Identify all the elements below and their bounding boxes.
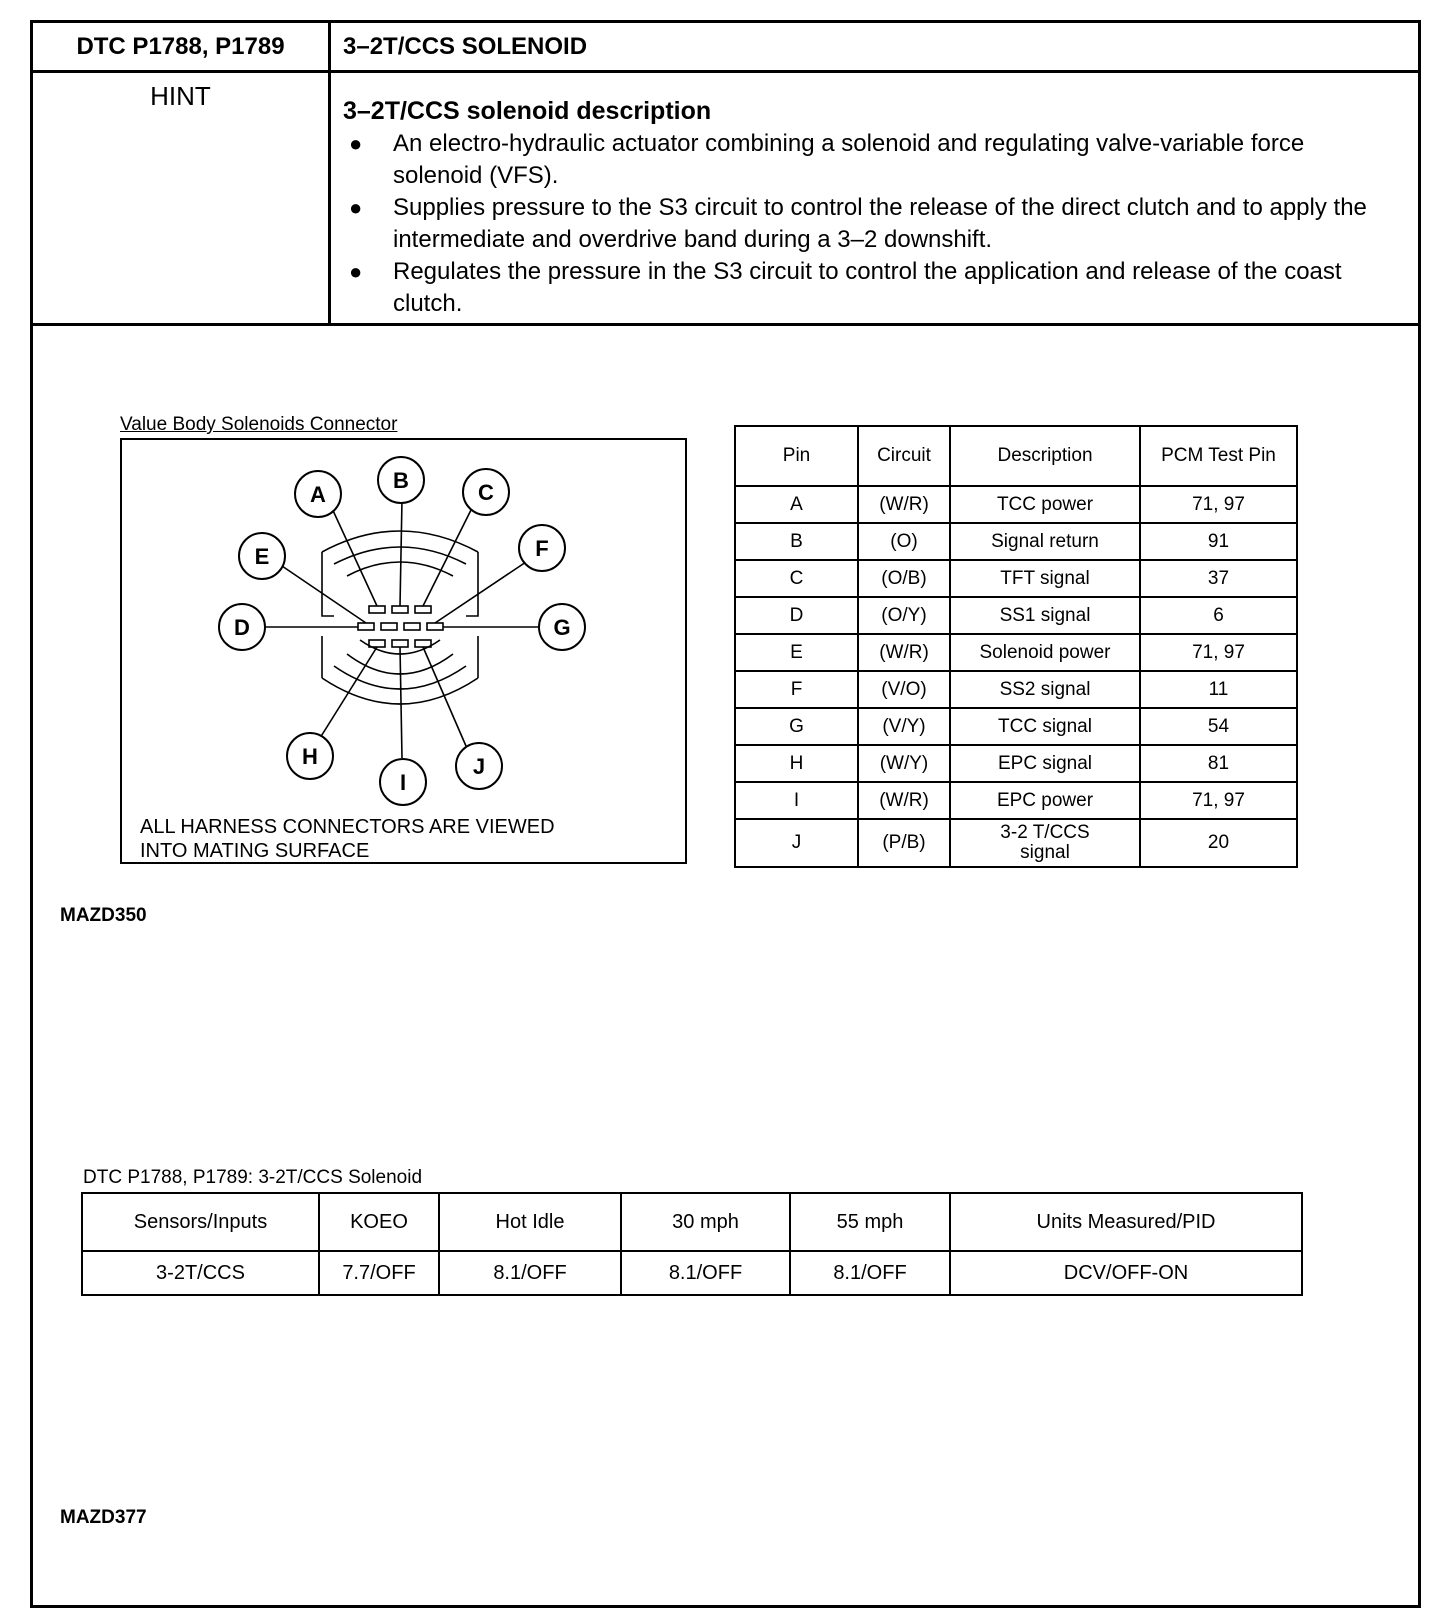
header-row <box>33 23 1418 73</box>
table-row: J (P/B) 3-2 T/CCS signal 20 <box>735 819 1297 867</box>
bullet-item: ● Supplies pressure to the S3 circuit to control the release of the direct clutch and to apply the intermediate and overdrive band during a 3–2 downshift. <box>349 194 1367 253</box>
table-row: E (W/R) Solenoid power 71, 97 <box>735 634 1297 671</box>
pin-label-f: F <box>535 536 549 561</box>
table-row: I (W/R) EPC power 71, 97 <box>735 782 1297 819</box>
pin-label-e: E <box>254 544 270 569</box>
table-row: H (W/Y) EPC signal 81 <box>735 745 1297 782</box>
table-header-row: Sensors/Inputs KOEO Hot Idle 30 mph 55 mph Units Measured/PID <box>82 1193 1302 1251</box>
table-row: G (V/Y) TCC signal 54 <box>735 708 1297 745</box>
hint-row <box>33 73 1418 326</box>
pin-label-b: B <box>393 468 409 493</box>
bullet-icon: ● <box>349 195 363 220</box>
figure-code-1: MAZD350 <box>60 905 147 926</box>
dtc-codes: DTC P1788, P1789 <box>33 23 331 70</box>
page-title: 3–2T/CCS SOLENOID <box>343 33 588 60</box>
table-row: A (W/R) TCC power 71, 97 <box>735 486 1297 523</box>
pin-label-j: J <box>472 754 486 779</box>
bullet-icon: ● <box>349 131 363 156</box>
connector-drawing <box>122 440 687 864</box>
description-bullets <box>343 128 1398 320</box>
pin-label-d: D <box>234 615 250 640</box>
connector-diagram <box>120 438 687 864</box>
bullet-item: ● Regulates the pressure in the S3 circuit to control the application and release of the coast clutch. <box>349 258 1342 317</box>
figure-code-2: MAZD377 <box>60 1507 147 1528</box>
pin-label-i: I <box>399 770 407 795</box>
pin-label-g: G <box>553 615 571 640</box>
bullet-icon: ● <box>349 259 363 284</box>
table-row: F (V/O) SS2 signal 11 <box>735 671 1297 708</box>
dtc-table-caption: DTC P1788, P1789: 3-2T/CCS Solenoid <box>83 1167 423 1188</box>
table-header-row: Pin Circuit Description PCM Test Pin <box>735 426 1297 486</box>
hint-label: HINT <box>33 73 331 323</box>
table-row: 3-2T/CCS 7.7/OFF 8.1/OFF 8.1/OFF 8.1/OFF DCV/OFF-ON <box>82 1251 1302 1295</box>
bullet-item: ● An electro-hydraulic actuator combining a solenoid and regulating valve-variable force solenoid (VFS). <box>349 130 1305 189</box>
pin-label-h: H <box>302 744 318 769</box>
hint-content <box>343 73 1398 320</box>
pin-label-c: C <box>478 480 494 505</box>
pin-table <box>734 425 1298 868</box>
table-row: B (O) Signal return 91 <box>735 523 1297 560</box>
table-row: D (O/Y) SS1 signal 6 <box>735 597 1297 634</box>
dtc-values-table <box>81 1192 1303 1296</box>
description-title: 3–2T/CCS solenoid description <box>343 97 712 125</box>
table-row: C (O/B) TFT signal 37 <box>735 560 1297 597</box>
connector-caption: Value Body Solenoids Connector <box>120 414 398 435</box>
pin-label-a: A <box>310 482 326 507</box>
connector-note: ALL HARNESS CONNECTORS ARE VIEWED INTO MATING SURFACE <box>140 816 555 862</box>
